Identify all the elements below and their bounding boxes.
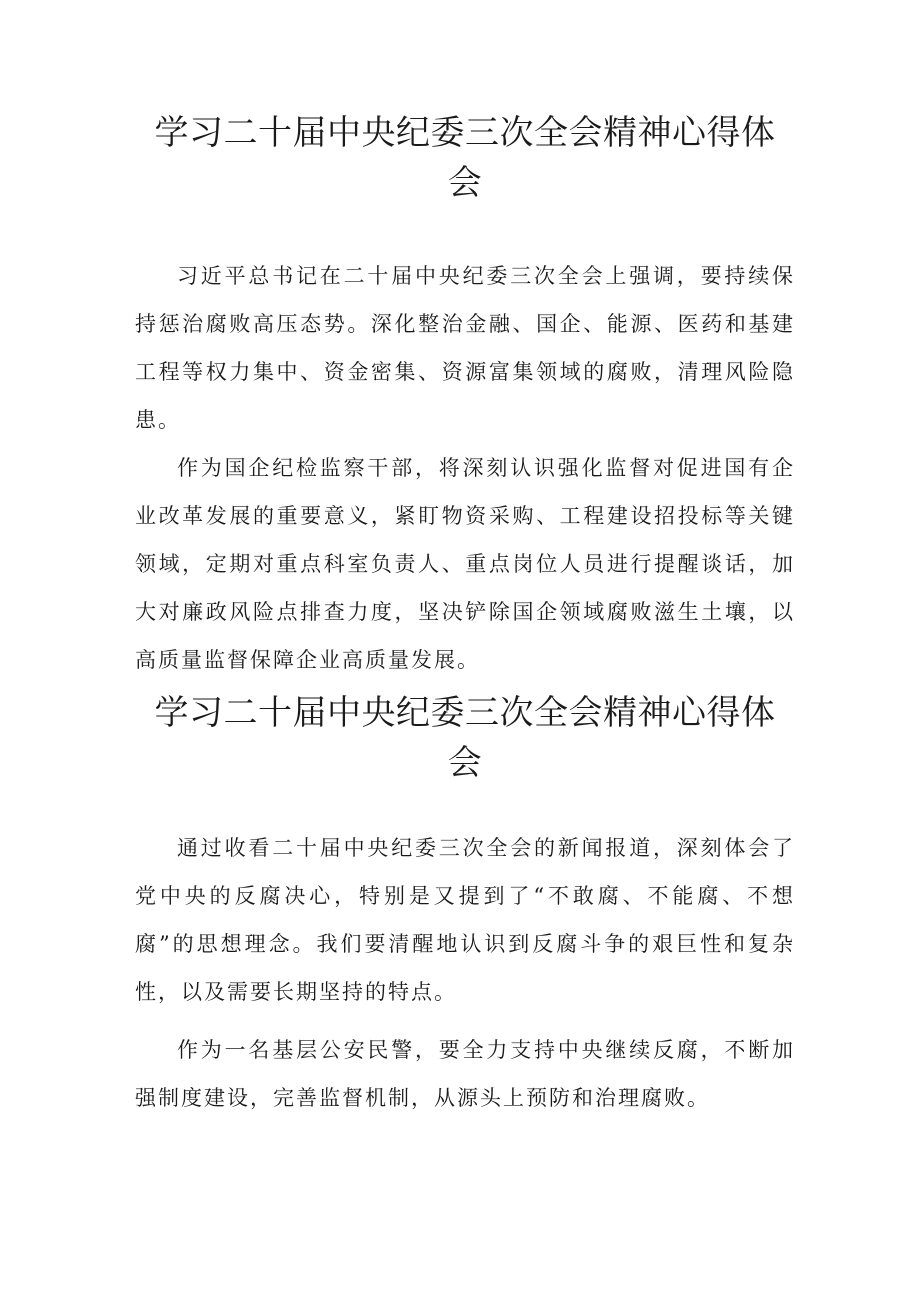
article-1-paragraph-2: 作为国企纪检监察干部，将深刻认识强化监督对促进国有企业改革发展的重要意义，紧盯物资采购、工程建设招投标等关键领域，定期对重点科室负责人、重点岗位人员进行提醒谈话，加大对廉政风险点排查力度，坚决铲除国企领域腐败滋生土壤，以高质量监督保障企业高质量发展。 bbox=[135, 456, 795, 672]
article-1-paragraph-1: 习近平总书记在二十届中央纪委三次全会上强调，要持续保持惩治腐败高压态势。深化整治金融、国企、能源、医药和基建工程等权力集中、资金密集、资源富集领域的腐败，清理风险隐患。 bbox=[135, 264, 795, 432]
article-body-1 bbox=[135, 252, 795, 684]
article-title-1 bbox=[135, 108, 795, 208]
article-title-2-line-1: 学习二十届中央纪委三次全会精神心得体 bbox=[154, 693, 776, 733]
article-title-1-line-1: 学习二十届中央纪委三次全会精神心得体 bbox=[154, 113, 776, 153]
article-2-paragraph-1: 通过收看二十届中央纪委三次全会的新闻报道，深刻体会了党中央的反腐决心，特别是又提到了“不敢腐、不能腐、不想腐”的思想理念。我们要清醒地认识到反腐斗争的艰巨性和复杂性，以及需要长期坚持的特点。 bbox=[135, 836, 795, 1004]
article-title-2 bbox=[135, 688, 795, 788]
article-title-1-line-2: 会 bbox=[447, 163, 483, 203]
article-2-paragraph-2: 作为一名基层公安民警，要全力支持中央继续反腐，不断加强制度建设，完善监督机制，从源头上预防和治理腐败。 bbox=[135, 1038, 795, 1110]
article-section-2 bbox=[135, 688, 795, 1122]
article-body-2 bbox=[135, 824, 795, 1122]
article-section-1 bbox=[135, 108, 795, 684]
article-title-2-line-2: 会 bbox=[447, 743, 483, 783]
